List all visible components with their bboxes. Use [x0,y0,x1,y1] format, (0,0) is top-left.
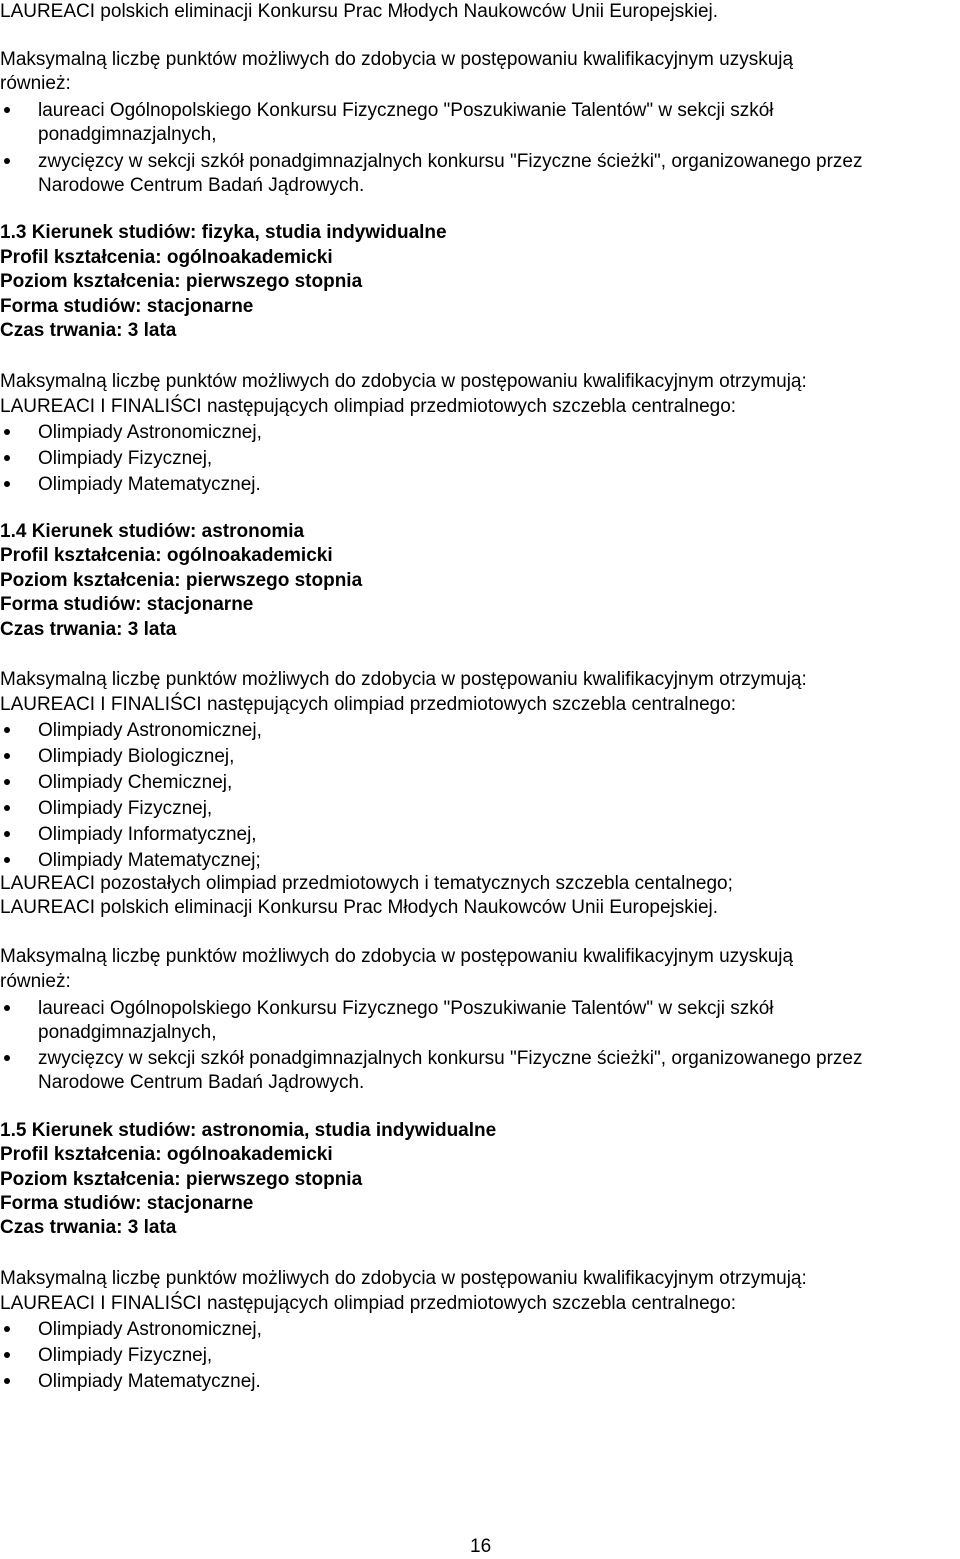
section-1-4-item: Olimpiady Fizycznej, [38,798,213,819]
bullet-icon [4,429,10,435]
section-1-3-czas: Czas trwania: 3 lata [0,320,177,341]
section-1-3-forma: Forma studiów: stacjonarne [0,296,254,317]
intro-max-line-2: również: [0,73,71,94]
section-1-3-max: Maksymalną liczbę punktów możliwych do zdobycia w postępowaniu kwalifikacyjnym otrzymują: [0,371,807,392]
section-1-4-bullet-2-line-1: zwycięzcy w sekcji szkół ponadgimnazjalnych konkursu "Fizyczne ścieżki", organizowanego przez [38,1048,863,1069]
section-1-5-max: Maksymalną liczbę punktów możliwych do zdobycia w postępowaniu kwalifikacyjnym otrzymują: [0,1268,807,1289]
section-1-4-item: Olimpiady Chemicznej, [38,772,233,793]
section-1-4-after-2: LAUREACI polskich eliminacji Konkursu Prac Młodych Naukowców Unii Europejskiej. [0,897,719,918]
bullet-icon [4,805,10,811]
section-1-5-forma: Forma studiów: stacjonarne [0,1193,254,1214]
intro-bullet-2-line-2: Narodowe Centrum Badań Jądrowych. [38,175,365,196]
intro-bullet-2-line-1: zwycięzcy w sekcji szkół ponadgimnazjalnych konkursu "Fizyczne ścieżki", organizowanego przez [38,151,863,172]
section-1-3-laureaci: LAUREACI I FINALIŚCI następujących olimpiad przedmiotowych szczebla centralnego: [0,396,737,417]
section-1-3-item: Olimpiady Astronomicznej, [38,422,262,443]
section-1-4-heading: 1.4 Kierunek studiów: astronomia [0,521,305,542]
bullet-icon [4,831,10,837]
section-1-4-profil: Profil kształcenia: ogólnoakademicki [0,545,333,566]
section-1-4-after-1: LAUREACI pozostałych olimpiad przedmiotowych i tematycznych szczebla centalnego; [0,873,733,894]
section-1-5-laureaci: LAUREACI I FINALIŚCI następujących olimpiad przedmiotowych szczebla centralnego: [0,1293,737,1314]
intro-laureaci-line: LAUREACI polskich eliminacji Konkursu Prac Młodych Naukowców Unii Europejskiej. [0,1,719,22]
bullet-icon [4,1378,10,1384]
bullet-icon [4,1055,10,1061]
bullet-icon [4,481,10,487]
bullet-icon [4,107,10,113]
bullet-icon [4,1005,10,1011]
section-1-5-czas: Czas trwania: 3 lata [0,1217,177,1238]
section-1-4-forma: Forma studiów: stacjonarne [0,594,254,615]
section-1-5-item: Olimpiady Astronomicznej, [38,1319,262,1340]
bullet-icon [4,1326,10,1332]
section-1-4-czas: Czas trwania: 3 lata [0,619,177,640]
intro-bullet-1-line-1: laureaci Ogólnopolskiego Konkursu Fizycznego "Poszukiwanie Talentów" w sekcji szkół [38,100,774,121]
section-1-4-item: Olimpiady Astronomicznej, [38,720,262,741]
section-1-4-item: Olimpiady Biologicznej, [38,746,235,767]
section-1-5-heading: 1.5 Kierunek studiów: astronomia, studia indywidualne [0,1120,497,1141]
section-1-4-bullet-1-line-2: ponadgimnazjalnych, [38,1022,217,1043]
section-1-5-poziom: Poziom kształcenia: pierwszego stopnia [0,1169,363,1190]
section-1-5-item: Olimpiady Matematycznej. [38,1371,261,1392]
bullet-icon [4,857,10,863]
bullet-icon [4,753,10,759]
section-1-3-item: Olimpiady Fizycznej, [38,448,213,469]
section-1-4-poziom: Poziom kształcenia: pierwszego stopnia [0,570,363,591]
bullet-icon [4,158,10,164]
bullet-icon [4,1352,10,1358]
section-1-4-item: Olimpiady Matematycznej; [38,850,261,871]
bullet-icon [4,779,10,785]
section-1-4-item: Olimpiady Informatycznej, [38,824,257,845]
section-1-4-laureaci: LAUREACI I FINALIŚCI następujących olimpiad przedmiotowych szczebla centralnego: [0,694,737,715]
section-1-4-bullet-2-line-2: Narodowe Centrum Badań Jądrowych. [38,1072,365,1093]
section-1-4-bullet-1-line-1: laureaci Ogólnopolskiego Konkursu Fizycznego "Poszukiwanie Talentów" w sekcji szkół [38,998,774,1019]
intro-max-line-1: Maksymalną liczbę punktów możliwych do zdobycia w postępowaniu kwalifikacyjnym uzyskują [0,49,794,70]
section-1-4-para-line-2: również: [0,971,71,992]
bullet-icon [4,727,10,733]
section-1-3-poziom: Poziom kształcenia: pierwszego stopnia [0,271,363,292]
section-1-3-heading: 1.3 Kierunek studiów: fizyka, studia indywidualne [0,222,447,243]
section-1-5-item: Olimpiady Fizycznej, [38,1345,213,1366]
section-1-4-para-line-1: Maksymalną liczbę punktów możliwych do zdobycia w postępowaniu kwalifikacyjnym uzyskują [0,946,794,967]
section-1-4-max: Maksymalną liczbę punktów możliwych do zdobycia w postępowaniu kwalifikacyjnym otrzymują: [0,669,807,690]
page-number: 16 [470,1536,492,1557]
bullet-icon [4,455,10,461]
section-1-3-profil: Profil kształcenia: ogólnoakademicki [0,247,333,268]
section-1-5-profil: Profil kształcenia: ogólnoakademicki [0,1144,333,1165]
section-1-3-item: Olimpiady Matematycznej. [38,474,261,495]
intro-bullet-1-line-2: ponadgimnazjalnych, [38,124,217,145]
